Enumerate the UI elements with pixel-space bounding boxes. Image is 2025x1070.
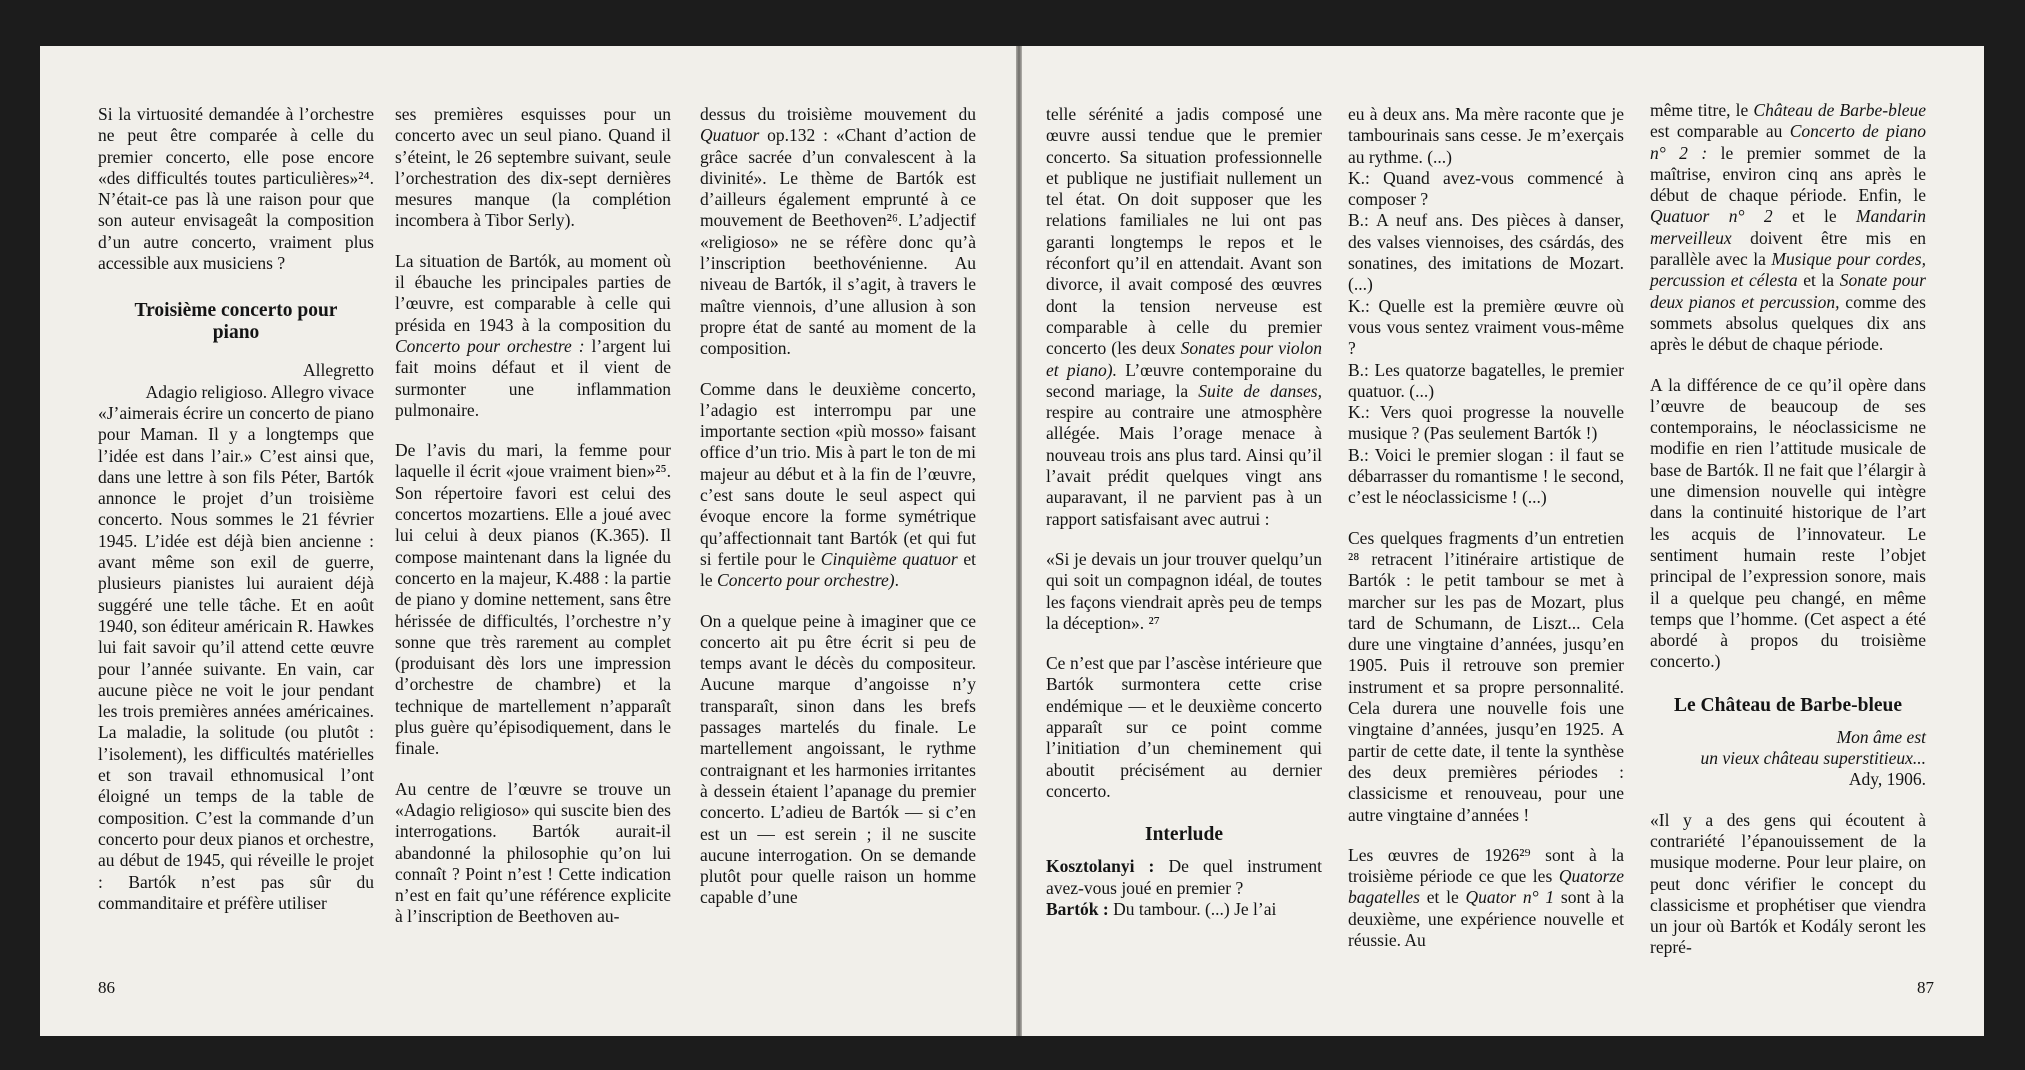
work-title: Sonates pour violon et piano).	[1046, 338, 1323, 380]
paragraph: On a quelque peine à imaginer que ce concerto ait pu être écrit si peu de temps avant le décès du compositeur. Aucune marque d’angoisse n’y transparaît, sinon dans les brefs passages martelés du finale. Le martellement angoissant, le rythme contraignant et les harmonies irritantes à dessein étaient l’apanage du premier concerto. L’adieu de Bartók — si c’en est un — est serein ; il ne suscite aucune interrogation. On se demande plutôt pour quelle raison un homme capable d’une	[700, 610, 976, 908]
section-heading: Le Château de Barbe-bleue	[1673, 694, 1903, 716]
text-span: Comme dans le deuxième concerto, l’adagio est interrompu par une importante section «più mosso» faisant office d’un trio. Mis à part le ton de mi majeur au début et à la fin de l’œuvre, c’est sans doute le seul aspect qui évoque encore la forme symétrique qu’affectionnait tant Bartók (et qui fut si fertile pour le	[700, 378, 976, 569]
text-span: est comparable au	[1650, 121, 1790, 142]
paragraph: Ce n’est que par l’ascèse intérieure que Bartók surmontera cette crise endémique — et le deuxième concerto apparaît sur ce point comme l’initiation d’un cheminement qui aboutit précisément au dernier concerto.	[1046, 653, 1322, 801]
right-column-3	[1650, 100, 1926, 959]
work-title: Quatuor	[700, 125, 760, 146]
speaker-name: Kosztolanyi :	[1046, 856, 1155, 877]
left-column-1	[98, 104, 374, 914]
page-number: 87	[1917, 978, 1934, 997]
work-title: Concerto de piano n° 2 :	[1650, 121, 1927, 163]
work-title: Concerto pour orchestre)	[717, 570, 895, 591]
work-title: Quator n° 1	[1465, 887, 1555, 908]
text-span: La situation de Bartók, au moment où il ébauche les principales parties de l’œuvre, est comparable à celle qui présida en 1943 à la composition du	[395, 250, 671, 335]
work-title: Musique pour cordes, percussion et célesta	[1650, 249, 1926, 291]
paragraph	[1348, 845, 1624, 951]
left-column-2	[395, 104, 671, 928]
interview-line: K.: Quelle est la première œuvre où vous vous sentez vraiment vous-même ?	[1348, 295, 1624, 359]
section-heading: Interlude	[1145, 824, 1223, 846]
right-page	[1022, 46, 1984, 1036]
paragraph	[1046, 104, 1322, 530]
quotation: «Si je devais un jour trouver quelqu’un qui soit un compagnon idéal, de toutes les façons viendrait après peu de temps la déception». ²⁷	[1046, 548, 1322, 633]
paragraph: Au centre de l’œuvre se trouve un «Adagio religioso» qui suscite bien des interrogations. Bartók aurait-il abandonné la philosophie qu’on lui connaît ? Point n’est ! Cette indication n’est en fait qu’une référence explicite à l’inscription de Beethoven au-	[395, 778, 671, 927]
tempo-marking: Allegretto	[303, 360, 374, 381]
interview-line: K.: Quand avez-vous commencé à composer ?	[1348, 167, 1624, 210]
interview-line: B.: A neuf ans. Des pièces à danser, des valses viennoises, des csárdás, des sonatines, des imitations de Mozart. (...)	[1348, 210, 1624, 295]
work-title: Cinquième quatuor	[820, 548, 958, 569]
paragraph: «J’aimerais écrire un concerto de piano pour Maman. Il y a longtemps que l’idée est dans l’air.» C’est ainsi que, dans une lettre à son fils Péter, Bartók annonce le projet d’un troisième concerto. Nous sommes le 21 février 1945. L’idée est déjà bien ancienne : avant même son exil de guerre, plusieurs pianistes lui auraient déjà suggéré une telle tâche. Et en août 1940, son éditeur américain R. Hawkes lui fait savoir qu’il attend cette œuvre pour l’année suivante. En vain, car aucune pièce ne voit le jour pendant les trois premières années américaines. La maladie, la solitude (ou plutôt : l’isolement), les difficultés matérielles et son travail ethnomusical l’ont éloigné un temps de la table de composition. C’est la commande d’un concerto pour deux pianos et orchestre, au début de 1945, qui réveille le projet : Bartók n’est pas sûr du commanditaire et préfère utiliser	[98, 402, 374, 913]
paragraph	[1650, 100, 1926, 356]
work-title: Quatorze bagatelles	[1348, 866, 1624, 908]
tempo-marking: Adagio religioso. Allegro vivace	[145, 381, 374, 402]
text-span: même titre, le	[1650, 100, 1754, 120]
text-span: respire au contraire une atmosphère allégée. Mais l’orage menace à nouveau trois ans plus tard. Ainsi qu’il l’avait prédit quelques vingt ans auparavant, il ne parvient pas à un rapport satisfaisant avec autrui :	[1046, 402, 1322, 529]
work-title: Concerto pour orchestre :	[395, 335, 585, 356]
paragraph	[700, 379, 976, 592]
page-number: 86	[98, 978, 115, 997]
speaker-name: Bartók :	[1046, 898, 1109, 919]
text-span: comme des sommets absolus quelques dix ans après le début de chaque période.	[1650, 291, 1926, 355]
paragraph: eu à deux ans. Ma mère raconte que je tambourinais sans cesse. Je m’exerçais au rythme. (...)	[1348, 104, 1624, 167]
interview-line: B.: Voici le premier slogan : il faut se débarrasser du romantisme ! le second, c’est le néoclassicisme ! (...)	[1348, 444, 1624, 508]
right-column-1	[1046, 104, 1322, 920]
epigraph-line	[1650, 748, 1926, 769]
text-span: telle sérénité a jadis composé une œuvre aussi tendue que le premier concerto. Sa situation professionnelle et publique ne justifiait nullement un tel état. On doit supposer que les relations familiales ne lui ont pas garanti longtemps le repos et le réconfort qu’il en attendait. Avant son divorce, il avait composé des œuvres dont la tension nerveuse est comparable à celle du premier concerto (les deux	[1046, 104, 1322, 359]
epigraph-text: Mon âme est	[1836, 726, 1926, 747]
interview-line: B.: Les quatorze bagatelles, le premier quatuor. (...)	[1348, 359, 1624, 401]
text-span: l’argent lui fait moins défaut et il vient de surmonter une inflammation pulmonaire.	[395, 335, 671, 420]
work-title: Mandarin merveilleux	[1650, 206, 1926, 248]
right-column-2	[1348, 104, 1624, 951]
paragraph	[395, 251, 671, 421]
text-span: op.132 : «Chant d’action de grâce sacrée d’un convalescent à la divinité». Le thème de Bartók est d’ailleurs également emprunté à ce mouvement de Beethoven²⁶. L’adjectif «religioso» ne se réfère donc qu’à l’inscription beethovénienne. Au niveau de Bartók, il s’agit, à travers le maître viennois, d’une allusion à son propre état de santé au moment de la composition.	[700, 125, 976, 359]
paragraph: A la différence de ce qu’il opère dans l’œuvre de beaucoup de ses contemporains, le néoclassicisme ne modifie en rien l’attitude musicale de base de Bartók. Il ne fait que l’élargir à une dimension nouvelle qui intègre dans la continuité historique de l’art les acquis de l’innovateur. Le sentiment humain reste l’objet principal de l’expression sonore, mais il a quelque peu changé, en même temps que l’homme. (Cet aspect a été abordé à propos du troisième concerto.)	[1650, 374, 1926, 672]
text-span: .	[894, 570, 899, 591]
text-span: et le	[700, 548, 976, 591]
work-title: Suite de danses,	[1198, 380, 1322, 401]
left-column-3	[700, 104, 976, 909]
interview-line: K.: Vers quoi progresse la nouvelle musique ? (Pas seulement Bartók !)	[1348, 402, 1624, 444]
section-heading: Troisième concerto pour piano	[134, 300, 338, 344]
quotation: «Il y a des gens qui écoutent à contrariété l’épanouissement de la musique moderne. Pour leur plaire, on peut donc vérifier le concept du classicisme et prophétiser que viendra un jour où Bartók et Kodály seront les repré-	[1650, 809, 1926, 958]
work-title: Sonate pour deux pianos et percussion,	[1650, 270, 1926, 312]
text-span: Les œuvres de 1926²⁹ sont à la troisième période ce que les	[1348, 844, 1624, 887]
paragraph: De l’avis du mari, la femme pour laquelle il écrit «joue vraiment bien»²⁵. Son répertoire favori est celui des concertos mozartiens. Elle a joué avec lui celui à deux pianos (K.365). Il compose maintenant dans la lignée du concerto en la majeur, K.488 : la partie de piano y domine nettement, sans être hérissée de difficultés, l’orchestre n’y sonne que très rarement au complet (produisant dès lors une impression d’orchestre de chambre) et la technique de martellement n’apparaît plus guère qu’épisodiquement, dans le finale.	[395, 440, 671, 759]
paragraph: Ces quelques fragments d’un entretien ²⁸ retracent l’itinéraire artistique de Bartók : le petit tambour se met à marcher sur les pas de Mozart, plus tard de Schumann, de Liszt... Cela dure une vingtaine d’années, jusqu’en 1905. Puis il retrouve son premier instrument et sa propre personnalité. Cela durera une nouvelle fois une vingtaine d’années, jusqu’en 1925. A partir de cette date, il tente la synthèse des deux premières périodes : classicisme et renouveau, pour une autre vingtaine d’années !	[1348, 527, 1624, 825]
text-span: et le	[1772, 206, 1856, 227]
text-span: De quel instrument avez-vous joué en premier ?	[1046, 856, 1323, 898]
text-span: et le	[1419, 887, 1466, 908]
left-page	[40, 46, 1016, 1036]
interview-line	[1046, 899, 1322, 920]
text-span: et la	[1797, 270, 1840, 291]
text-span: doivent être mis en parallèle avec la	[1650, 227, 1926, 270]
epigraph-attribution: Ady, 1906.	[1848, 769, 1926, 790]
paragraph: ses premières esquisses pour un concerto avec un seul piano. Quand il s’éteint, le 26 septembre suivant, seule l’orchestration des dix-sept dernières mesures manque (la complétion incombera à Tibor Serly).	[395, 104, 671, 231]
text-span: Du tambour. (...) Je l’ai	[1108, 898, 1277, 919]
text-span: dessus du troisième mouvement du	[700, 104, 976, 124]
work-title: Château de Barbe-bleue	[1753, 100, 1926, 120]
epigraph-text: un vieux château superstitieux...	[1700, 748, 1926, 769]
text-span: le premier sommet de la maîtrise, environ cinq ans après le début de chaque période. Enfin, le	[1650, 142, 1926, 206]
text-span: L’œuvre contemporaine du second mariage, la	[1046, 359, 1322, 401]
text-span: sont à la deuxième, une expérience nouvelle et réussie. Au	[1348, 887, 1625, 950]
interview-line	[1046, 856, 1322, 899]
epigraph-line	[1650, 727, 1926, 748]
paragraph: Si la virtuosité demandée à l’orchestre ne peut être comparée à celle du premier concerto, elle pose encore «des difficultés toutes particulières»²⁴. N’était-ce pas là une raison pour que son auteur envisageât la composition d’un autre concerto, vraiment plus accessible aux musiciens ?	[98, 104, 374, 274]
work-title: Quatuor n° 2	[1650, 206, 1773, 227]
paragraph	[700, 104, 976, 360]
